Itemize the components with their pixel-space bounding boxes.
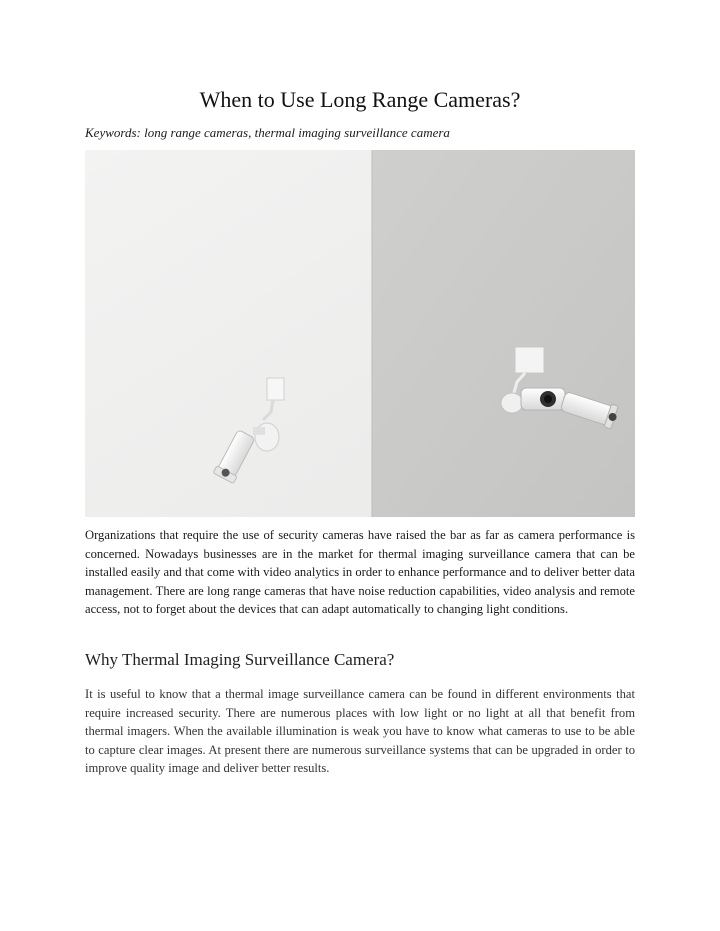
section-heading: Why Thermal Imaging Surveillance Camera? — [85, 650, 395, 669]
intro-paragraph: Organizations that require the use of security cameras have raised the bar as far as camera performance is concerned. Nowadays businesses are in the market for thermal imaging surveillance camera that can be installed easily and that come with video analytics in order to enhance performance and to deliver better data management. There are long range cameras that have noise reduction capabilities, video analysis and remote access, not to forget about the devices that can adapt automatically to changing light conditions. — [85, 528, 635, 617]
security-cameras-photo — [85, 150, 635, 517]
keywords-line: Keywords: long range cameras, thermal imaging surveillance camera — [85, 125, 450, 140]
body-paragraph: It is useful to know that a thermal image surveillance camera can be found in different environments that require increased security. There are numerous places with low light or no light at all that benefit from thermal imagers. When the available illumination is weak you have to know what cameras to use to be able to capture clear images. At present there are numerous surveillance systems that can be upgraded in order to improve quality image and deliver better results. — [85, 687, 635, 776]
page-title: When to Use Long Range Cameras? — [199, 87, 521, 112]
